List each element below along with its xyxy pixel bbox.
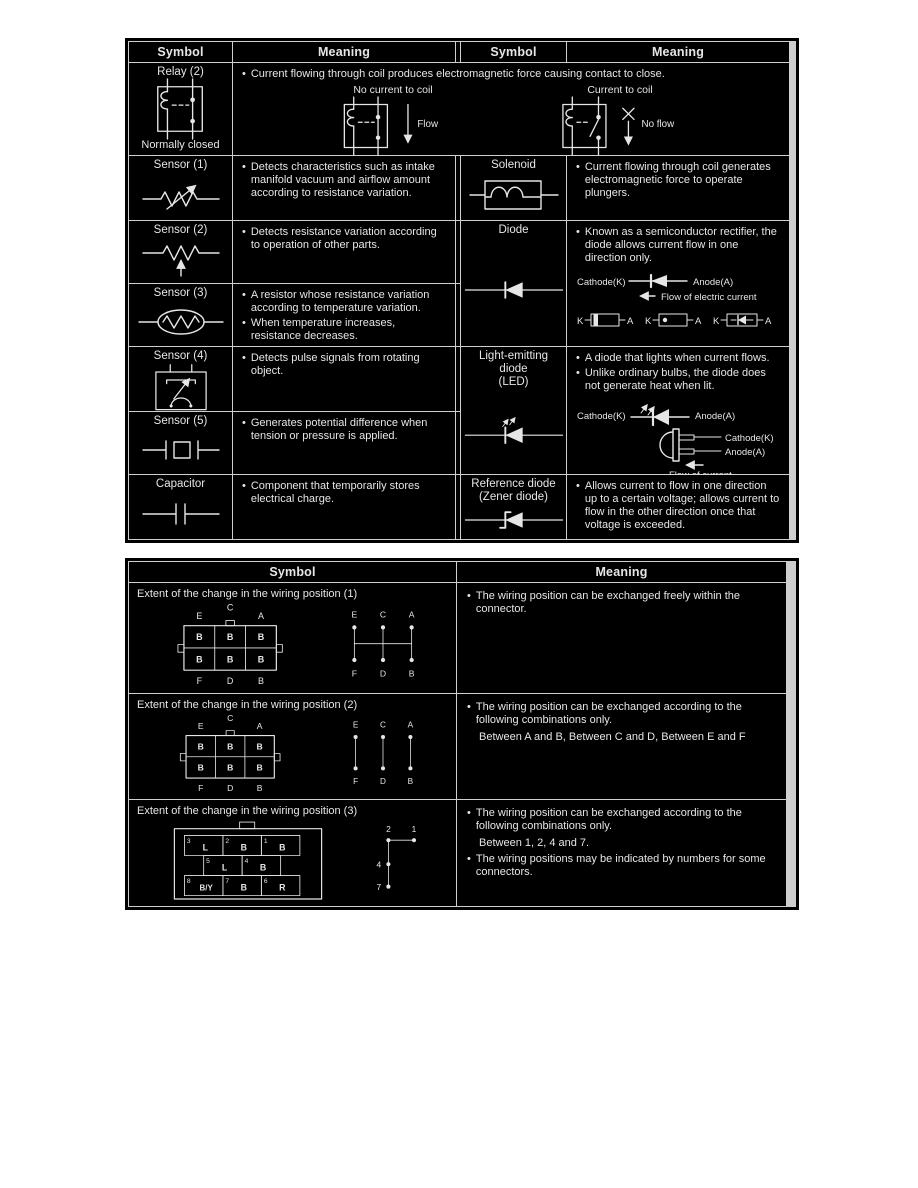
svg-text:F: F — [196, 675, 202, 686]
sensor1-symbol-cell — [129, 156, 232, 220]
sensor1-title: Sensor (1) — [153, 159, 208, 171]
svg-text:A: A — [765, 315, 772, 327]
svg-text:E: E — [350, 609, 357, 620]
svg-text:B: B — [226, 741, 233, 752]
led-icon — [463, 389, 564, 472]
svg-text:C: C — [379, 609, 386, 620]
led-polarity-diagram — [575, 401, 781, 427]
wiring-header-meaning: Meaning — [457, 562, 786, 582]
divider-spacer — [456, 475, 460, 539]
diode-icon — [463, 237, 564, 344]
svg-text:B: B — [240, 842, 247, 853]
pickup-coil-icon — [131, 363, 230, 415]
svg-text:B: B — [197, 741, 204, 752]
symbols-table — [125, 38, 799, 543]
diode-meaning-cell: • Known as a semiconductor rectifier, the diode allows current flow in one direction only. Cathode(K) Anode(A) Flow of electric current K A K A K A — [567, 221, 789, 346]
svg-text:B: B — [257, 675, 264, 686]
svg-text:L: L — [221, 862, 227, 873]
svg-text:B: B — [256, 783, 262, 794]
svg-text:F: F — [197, 783, 203, 794]
svg-text:Flow: Flow — [417, 119, 439, 131]
svg-text:E: E — [197, 720, 204, 731]
divider-spacer — [456, 42, 460, 62]
wiring1-title: Extent of the change in the wiring position (1) — [137, 588, 358, 600]
svg-text:B: B — [259, 862, 266, 873]
svg-text:8: 8 — [186, 878, 191, 886]
svg-text:A: A — [257, 610, 264, 621]
relay-no-flow-icon — [545, 97, 695, 155]
wiring-grid — [128, 561, 796, 907]
sensor3-meaning-cell: • A resistor whose resistance variation according to temperature variation. • When temperature increases, resistance decreases. — [233, 284, 455, 346]
svg-text:A: A — [408, 609, 415, 620]
svg-text:B: B — [197, 762, 204, 773]
sensor3-title: Sensor (3) — [153, 287, 208, 299]
svg-text:Cathode(K): Cathode(K) — [725, 432, 774, 444]
sensor2-symbol-cell — [129, 221, 232, 283]
wiring3-diagrams — [137, 817, 448, 904]
svg-text:2: 2 — [224, 837, 229, 845]
svg-text:C: C — [379, 720, 386, 730]
svg-text:Anode(A): Anode(A) — [725, 446, 766, 458]
svg-text:B: B — [240, 882, 247, 893]
header-meaning-left: Meaning — [233, 42, 455, 62]
svg-text:Cathode(K): Cathode(K) — [577, 410, 626, 422]
svg-text:4: 4 — [375, 858, 381, 869]
svg-text:F: F — [351, 668, 357, 679]
relay-diagrams — [241, 84, 781, 155]
wire-pairs-icon — [338, 712, 428, 795]
divider-spacer — [456, 347, 460, 411]
relay-no-current-diagram — [327, 84, 459, 155]
svg-text:E: E — [195, 610, 202, 621]
header-symbol-left: Symbol — [129, 42, 232, 62]
relay-caption: Normally closed — [141, 139, 220, 151]
svg-text:B/Y: B/Y — [199, 883, 213, 893]
sensor5-title: Sensor (5) — [153, 415, 208, 427]
wiring1-meaning-cell: • The wiring position can be exchanged freely within the connector. — [457, 583, 786, 693]
wiring2-diagrams — [137, 711, 448, 796]
led-title-line3: (LED) — [498, 375, 529, 388]
led-annotations — [575, 401, 781, 483]
diode-package-diagrams — [575, 309, 781, 331]
svg-text:No flow: No flow — [641, 119, 675, 131]
numbered-connector-icon — [164, 817, 332, 904]
relay-flow-icon — [327, 97, 459, 155]
wire-exchange-icon — [338, 601, 428, 688]
connector-grid-icon — [158, 600, 304, 689]
sensor4-meaning-cell: • Detects pulse signals from rotating object. — [233, 347, 455, 411]
sensor3-symbol-cell — [129, 284, 232, 346]
svg-text:1: 1 — [263, 837, 268, 845]
svg-text:B: B — [256, 762, 263, 773]
svg-text:B: B — [226, 654, 233, 665]
svg-text:F: F — [352, 777, 358, 787]
wiring3-meaning-cell: • The wiring position can be exchanged according to the following combinations only. Between 1, 2, 4 and 7. • The wiring positions may be indicated by numbers for some connectors. — [457, 800, 786, 906]
wiring-table — [125, 558, 799, 910]
wiring3-combinations: Between 1, 2, 4 and 7. — [479, 837, 590, 850]
wiring3-title: Extent of the change in the wiring position (3) — [137, 805, 358, 817]
svg-text:E: E — [352, 720, 358, 730]
divider-spacer — [456, 284, 460, 346]
svg-text:6: 6 — [263, 878, 268, 886]
sensor1-meaning-cell: • Detects characteristics such as intake manifold vacuum and airflow amount according to resistance variation. — [233, 156, 455, 220]
svg-text:B: B — [278, 842, 285, 853]
wiring2-title: Extent of the change in the wiring position (2) — [137, 699, 358, 711]
relay-title: Relay (2) — [157, 66, 204, 78]
solenoid-title: Solenoid — [491, 159, 536, 171]
svg-text:D: D — [226, 675, 233, 686]
current-label: Current to coil — [587, 83, 653, 96]
svg-text:B: B — [257, 654, 264, 665]
sensor5-meaning-cell: • Generates potential difference when tension or pressure is applied. — [233, 412, 455, 474]
zener-title-line2: (Zener diode) — [478, 490, 549, 503]
svg-text:K: K — [713, 315, 720, 327]
no-current-label: No current to coil — [353, 83, 433, 96]
svg-text:D: D — [379, 668, 386, 679]
relay-closed-icon — [131, 79, 230, 139]
svg-text:B: B — [195, 654, 203, 665]
svg-text:B: B — [407, 777, 413, 787]
svg-text:Flow of electric current: Flow of electric current — [661, 291, 757, 303]
header-symbol-right: Symbol — [461, 42, 566, 62]
capacitor-symbol-cell — [129, 475, 232, 539]
svg-text:C: C — [226, 712, 233, 723]
wiring1-diagrams — [137, 600, 448, 689]
svg-text:7: 7 — [224, 878, 229, 886]
thermistor-icon — [131, 300, 230, 344]
svg-text:1: 1 — [411, 823, 416, 834]
wiring2-symbol-cell — [129, 694, 456, 799]
svg-text:B: B — [226, 762, 233, 773]
relay-meaning-cell — [233, 63, 789, 155]
zener-meaning-cell: • Allows current to flow in one direction up to a certain voltage; allows current to flow in the other direction once that voltage is exceeded. — [567, 475, 789, 539]
sensor2-meaning-cell: • Detects resistance variation according to operation of other parts. — [233, 221, 455, 283]
piezo-element-icon — [131, 428, 230, 472]
svg-text:B: B — [257, 632, 264, 643]
connector-grid-icon — [158, 711, 304, 796]
svg-text:B: B — [408, 668, 415, 679]
wiring1-symbol-cell — [129, 583, 456, 693]
svg-text:2: 2 — [385, 823, 391, 834]
divider-spacer — [456, 156, 460, 220]
svg-text:4: 4 — [244, 858, 248, 866]
svg-text:7: 7 — [375, 881, 381, 892]
svg-text:A: A — [407, 720, 413, 730]
svg-text:C: C — [226, 602, 233, 613]
svg-text:B: B — [195, 632, 203, 643]
svg-text:D: D — [379, 777, 386, 787]
sensor4-title: Sensor (4) — [153, 350, 208, 362]
svg-text:D: D — [226, 783, 233, 794]
svg-text:A: A — [256, 720, 262, 731]
diode-annotations — [575, 273, 781, 331]
relay-meaning-text: • Current flowing through coil produces electromagnetic force causing contact to close. — [241, 68, 781, 81]
capacitor-title: Capacitor — [155, 478, 206, 490]
variable-resistor-icon — [131, 172, 230, 218]
svg-text:R: R — [278, 882, 285, 893]
relay-current-diagram — [545, 84, 695, 155]
svg-text:B: B — [256, 741, 263, 752]
wiring-header-symbol: Symbol — [129, 562, 456, 582]
wiring2-combinations: Between A and B, Between C and D, Between E and F — [479, 731, 746, 744]
svg-text:5: 5 — [205, 858, 210, 866]
led-meaning-cell: • A diode that lights when current flows. • Unlike ordinary bulbs, the diode does not generate heat when lit. Cathode(K) Anode(A) Cathode(K) Anode(A) — [567, 347, 789, 474]
led-title-line1: Light-emitting — [478, 350, 549, 362]
svg-text:3: 3 — [186, 837, 191, 845]
svg-text:A: A — [695, 315, 702, 327]
wiring2-meaning-cell: • The wiring position can be exchanged according to the following combinations only. Between A and B, Between C and D, Between E and F — [457, 694, 786, 799]
relay-symbol-cell — [129, 63, 232, 155]
diode-flow-note — [575, 289, 781, 303]
solenoid-symbol-cell — [461, 156, 566, 220]
zener-symbol-cell — [461, 475, 566, 539]
solenoid-icon — [463, 172, 564, 218]
wiring3-symbol-cell — [129, 800, 456, 906]
svg-text:Anode(A): Anode(A) — [693, 276, 734, 288]
divider-spacer — [456, 412, 460, 474]
led-title-line2: diode — [499, 362, 528, 375]
symbols-grid — [128, 41, 796, 540]
diode-symbol-cell — [461, 221, 566, 346]
solenoid-meaning-cell: • Current flowing through coil generates electromagnetic force to operate plungers. — [567, 156, 789, 220]
diode-title: Diode — [498, 224, 529, 236]
svg-text:K: K — [577, 315, 584, 327]
svg-text:Cathode(K): Cathode(K) — [577, 276, 626, 288]
svg-text:K: K — [645, 315, 652, 327]
led-symbol-cell — [461, 347, 566, 474]
svg-text:A: A — [627, 315, 634, 327]
zener-title-line1: Reference diode — [471, 478, 556, 490]
numbered-wire-icon — [366, 821, 422, 901]
resistor-arrow-icon — [131, 237, 230, 281]
diode-polarity-diagram — [575, 273, 781, 289]
capacitor-meaning-cell: • Component that temporarily stores electrical charge. — [233, 475, 455, 539]
header-meaning-right: Meaning — [567, 42, 789, 62]
divider-spacer — [456, 221, 460, 283]
svg-text:Anode(A): Anode(A) — [695, 410, 736, 422]
capacitor-icon — [131, 491, 230, 537]
zener-diode-icon — [463, 504, 564, 537]
sensor2-title: Sensor (2) — [153, 224, 208, 236]
svg-text:L: L — [202, 842, 208, 853]
sensor4-symbol-cell — [129, 347, 232, 411]
sensor5-symbol-cell — [129, 412, 232, 474]
svg-text:B: B — [226, 632, 233, 643]
